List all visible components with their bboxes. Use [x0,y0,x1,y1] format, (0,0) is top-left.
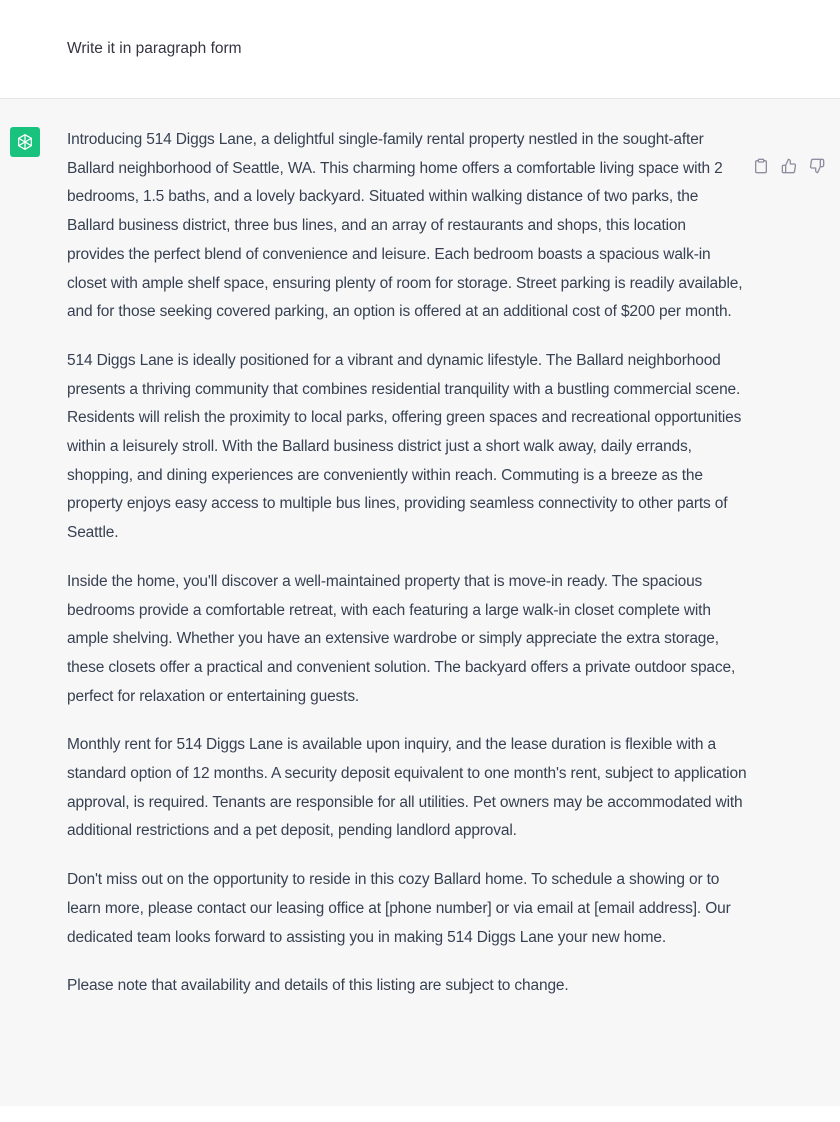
user-message [0,0,840,99]
user-message-text: Write it in paragraph form [67,40,242,57]
message-actions [752,157,826,175]
thumbs-up-icon[interactable] [780,157,798,175]
paragraph: 514 Diggs Lane is ideally positioned for a vibrant and dynamic lifestyle. The Ballard neighborhood presents a thriving community that combines residential tranquility with a bustling commercial scene. Residents will relish the proximity to local parks, offering green spaces and recreational opportunities within a leisurely stroll. With the Ballard business district just a short walk away, daily errands, shopping, and dining experiences are conveniently within reach. Commuting is a breeze as the property enjoys easy access to multiple bus lines, providing seamless connectivity to other parts of Seattle. [67,351,742,542]
assistant-message-content [67,126,747,1021]
paragraph: Introducing 514 Diggs Lane, a delightful single-family rental property nestled in the sought-after Ballard neighborhood of Seattle, WA. This charming home offers a comfortable living space with 2 bedrooms, 1.5 baths, and a lovely backyard. Situated within walking distance of two parks, the Ballard business district, three bus lines, and an array of restaurants and shops, this location provides the perfect blend of convenience and leisure. Each bedroom boasts a spacious walk-in closet with ample shelf space, ensuring plenty of room for storage. Street parking is readily available, and for those seeking covered parking, an option is offered at an additional cost of $200 per month. [67,131,743,321]
paragraph: Please note that availability and details of this listing are subject to change. [67,977,569,995]
paragraph: Don't miss out on the opportunity to reside in this cozy Ballard home. To schedule a showing or to learn more, please contact our leasing office at [phone number] or via email at [email address]. Our dedicated team looks forward to assisting you in making 514 Diggs Lane your new home. [67,871,731,946]
bottom-area [0,1106,840,1122]
paragraph: Monthly rent for 514 Diggs Lane is available upon inquiry, and the lease duration is flexible with a standard option of 12 months. A security deposit equivalent to one month's rent, subject to application approval, is required. Tenants are responsible for all utilities. Pet owners may be accommodated with additional restrictions and a pet deposit, pending landlord approval. [67,736,747,840]
paragraph: Inside the home, you'll discover a well-maintained property that is move-in ready. The spacious bedrooms provide a comfortable retreat, with each featuring a large walk-in closet complete with ample shelving. Whether you have an extensive wardrobe or simply appreciate the extra storage, these closets offer a practical and convenient solution. The backyard offers a private outdoor space, perfect for relaxation or entertaining guests. [67,572,736,705]
thumbs-down-icon[interactable] [808,157,826,175]
openai-logo-icon [10,127,40,157]
copy-icon[interactable] [752,157,770,175]
